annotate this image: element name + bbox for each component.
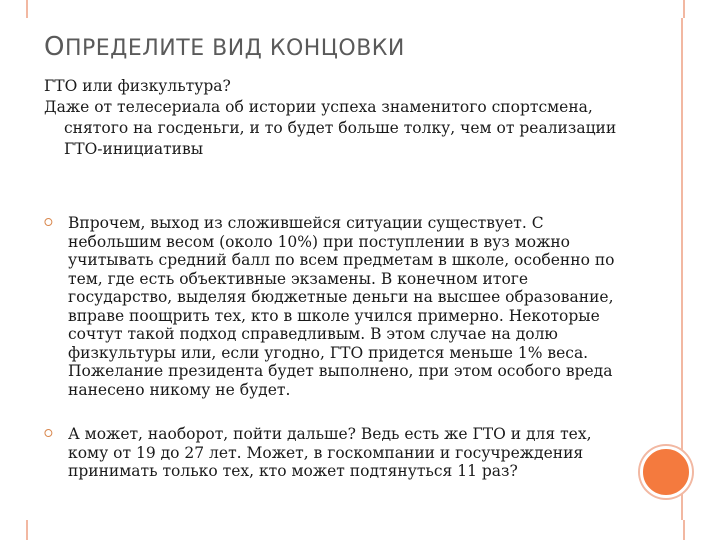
slide-title <box>44 32 664 62</box>
bullet-list <box>44 214 624 481</box>
list-item <box>44 425 624 481</box>
bullet-text: Впрочем, выход из сложившейся ситуации существует. С небольшим весом (около 10%) при поступлении в вуз можно учитывать средний балл по всем предметам в школе, особенно по тем, где есть объективные экзамены. В конечном итоге государство, выделяя бюджетные деньги на высшее образование, вправе поощрить тех, кто в школе учился примерно. Некоторые сочтут такой подход справедливым. В этом случае на долю физкультуры или, если угодно, ГТО придется меньше 1% веса. Пожелание президента будет выполнено, при этом особого вреда нанесено никому не будет. <box>68 214 615 399</box>
intro-line-question: ГТО или физкультура? <box>44 77 231 95</box>
frame-top-decoration <box>26 0 685 18</box>
intro-text <box>44 76 634 160</box>
intro-line-statement: Даже от телесериала об истории успеха знаменитого спортсмена, снятого на госденьги, и то будет больше толку, чем от реализации ГТО-инициативы <box>44 98 617 158</box>
bullet-text: А может, наоборот, пойти дальше? Ведь есть же ГТО и для тех, кому от 19 до 27 лет. Может, в госкомпании и госучреждения принимать только тех, кто может подтянуться 11 раз? <box>68 425 592 480</box>
title-rest: ПРЕДЕЛИТЕ ВИД КОНЦОВКИ <box>64 36 405 61</box>
orange-circle-decoration <box>640 446 692 498</box>
ring-bullet-icon: ⭘ <box>44 216 53 229</box>
ring-bullet-icon: ⭘ <box>44 427 53 440</box>
title-first-letter: О <box>44 32 65 62</box>
list-item <box>44 214 624 399</box>
frame-bottom-decoration <box>26 520 685 540</box>
frame-right-decoration <box>681 18 683 520</box>
